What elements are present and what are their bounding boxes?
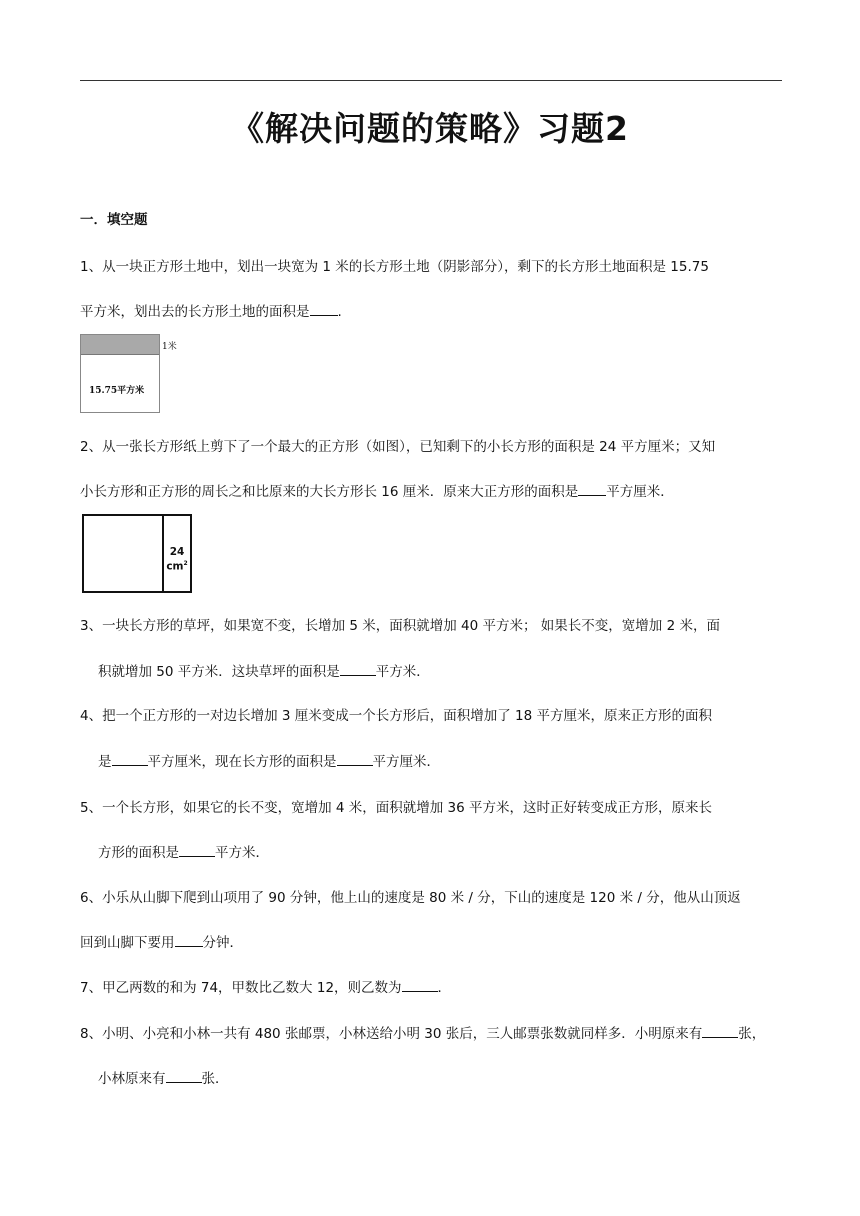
answer-blank[interactable]	[166, 1068, 202, 1083]
answer-blank[interactable]	[337, 751, 373, 766]
small-rect-area-label: 24 $cm^2$	[166, 546, 188, 573]
answer-blank[interactable]	[175, 932, 203, 947]
q4-line1: 4、把一个正方形的一对边长增加 3 厘米变成一个长方形后，面积增加了 18 平方厘米，原来正方形的面积	[80, 708, 713, 724]
answer-blank[interactable]	[310, 301, 338, 316]
q2-line2: 小长方形和正方形的周长之和比原来的大长方形长 16 厘米．原来大正方形的面积是 平方厘米．	[80, 480, 674, 500]
q3-line2: 积就增加 50 平方米．这块草坪的面积是 平方米．	[98, 660, 430, 680]
page-title: 《解决问题的策略》习题2	[231, 109, 629, 148]
q1-figure	[80, 334, 160, 413]
q5-line1: 5、一个长方形，如果它的长不变，宽增加 4 米，面积就增加 36 平方米，这时正好转变成正方形，原来长	[80, 800, 713, 816]
q1-line1: 1、从一块正方形土地中，划出一块宽为 1 米的长方形土地（阴影部分），剩下的长方形土地面积是 15.75	[80, 259, 709, 275]
answer-blank[interactable]	[179, 842, 215, 857]
answer-blank[interactable]	[402, 977, 438, 992]
answer-blank[interactable]	[112, 751, 148, 766]
q3-line1: 3、一块长方形的草坪，如果宽不变，长增加 5 米，面积就增加 40 平方米； 如果长不变，宽增加 2 米，面	[80, 618, 720, 634]
q2-line1: 2、从一张长方形纸上剪下了一个最大的正方形（如图），已知剩下的小长方形的面积是 24 平方厘米；又知	[80, 439, 716, 455]
shaded-strip	[81, 335, 159, 355]
q4-line2: 是 平方厘米，现在长方形的面积是 平方厘米．	[98, 750, 440, 770]
q8-line1: 8、小明、小亮和小林一共有 480 张邮票，小林送给小明 30 张后，三人邮票张数就同样多．小明原来有 张，	[80, 1022, 765, 1042]
q7-line1: 7、甲乙两数的和为 74，甲数比乙数大 12，则乙数为 ．	[80, 976, 451, 996]
q2-figure	[82, 514, 192, 593]
header-rule	[80, 80, 782, 81]
answer-blank[interactable]	[702, 1023, 738, 1038]
strip-width-label: 1米	[162, 342, 177, 352]
section-heading: 一．填空题	[80, 212, 148, 228]
remaining-area-label: 15.75平方米	[89, 386, 145, 396]
q1-line2: 平方米，划出去的长方形土地的面积是 .	[80, 300, 342, 320]
q6-line2: 回到山脚下要用 分钟．	[80, 931, 243, 951]
q5-line2: 方形的面积是 平方米．	[98, 841, 269, 861]
q8-line2: 小林原来有 张．	[98, 1067, 229, 1087]
answer-blank[interactable]	[340, 661, 376, 676]
q6-line1: 6、小乐从山脚下爬到山项用了 90 分钟，他上山的速度是 80 米 / 分，下山的速度是 120 米 / 分，他从山顶返	[80, 890, 741, 906]
answer-blank[interactable]	[578, 481, 606, 496]
